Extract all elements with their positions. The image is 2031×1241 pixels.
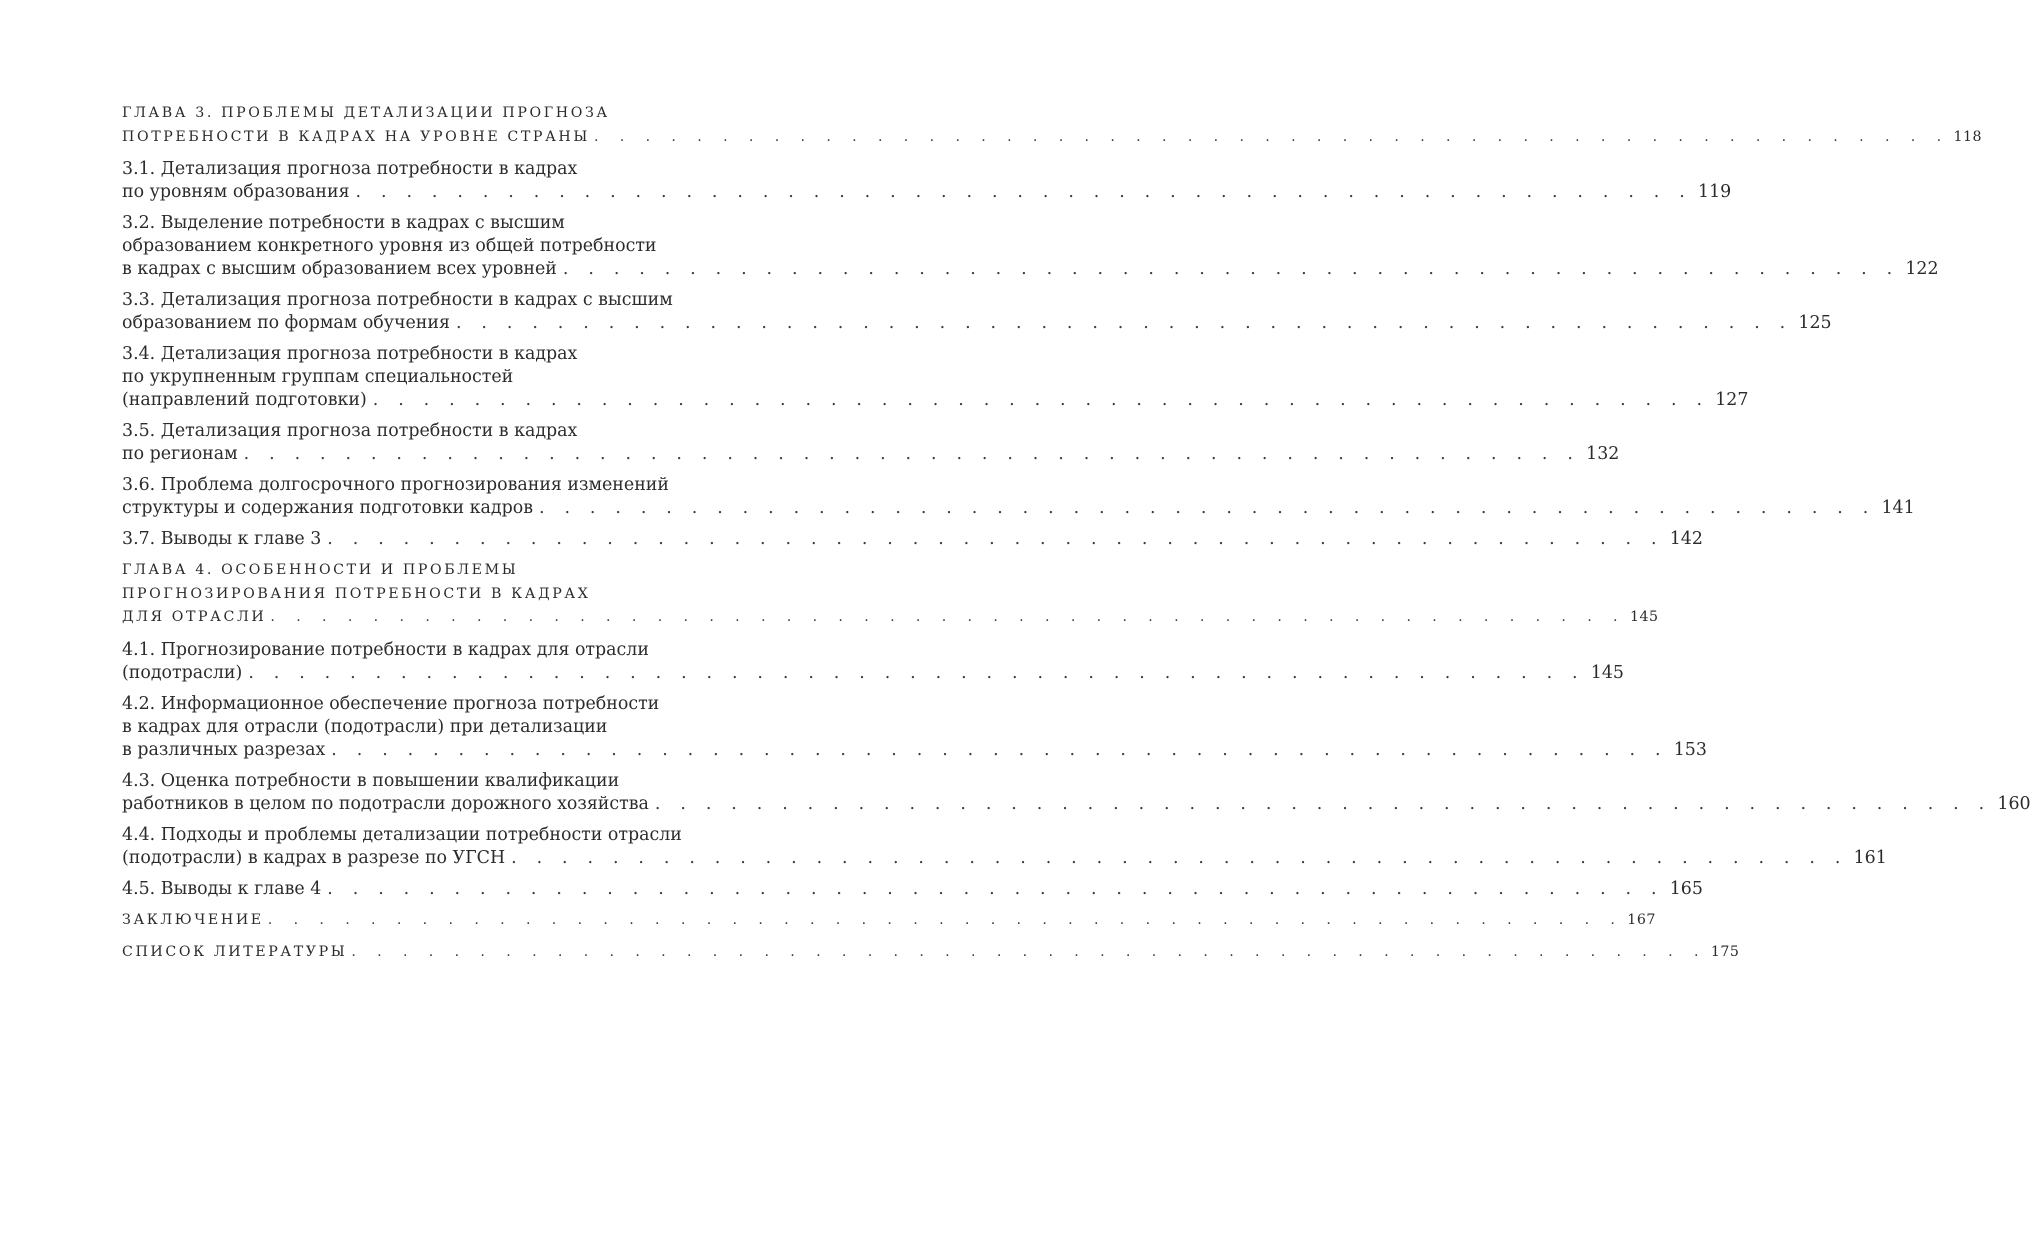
page-number: 119 — [1698, 182, 1732, 202]
toc-section-entry[interactable] — [122, 878, 1703, 901]
toc-section-entry[interactable] — [122, 212, 1939, 281]
toc-entry-title-line: 3.1. Детализация прогноза потребности в кадрах — [122, 159, 578, 179]
toc-section-entry[interactable] — [122, 343, 1749, 412]
toc-entry-last-line — [122, 739, 1707, 762]
dot-leader: . . . . . . . . . . . . . . . . . . . . . . . . . . . . . . . . . . . . . . . . . . . . . . . . . . . . . — [327, 529, 1664, 549]
toc-entry-title-line: (направлений подготовки) — [122, 390, 367, 410]
toc-entry-title-line: по укрупненным группам специальностей — [122, 367, 514, 387]
toc-entry-title-line: 4.4. Подходы и проблемы детализации потребности отрасли — [122, 824, 682, 845]
page-number: 142 — [1669, 529, 1703, 549]
toc-entry-last-line — [122, 181, 1732, 204]
toc-entry-last-line — [122, 443, 1620, 466]
toc-entry-title-line: по регионам — [122, 444, 238, 464]
toc-entry-title-line: 3.7. Выводы к главе 3 — [122, 529, 322, 549]
toc-entry-last-line — [122, 497, 1915, 520]
page-number: 160 — [1997, 793, 2031, 814]
toc-entry-title-line: в различных разрезах — [122, 739, 326, 760]
toc-entry-title-line: 3.2. Выделение потребности в кадрах с высшим — [122, 213, 565, 233]
dot-leader: . . . . . . . . . . . . . . . . . . . . . . . . . . . . . . . . . . . . . . . . . . . . . . . . . . . . . — [248, 662, 1585, 683]
toc-section-entry[interactable] — [122, 528, 1703, 551]
toc-chapter-entry[interactable] — [122, 559, 1659, 630]
toc-entry-title-line: 4.3. Оценка потребности в повышении квалификации — [122, 770, 620, 791]
toc-entry-title-line: ГЛАВА 4. ОСОБЕННОСТИ И ПРОБЛЕМЫ — [122, 562, 519, 578]
toc-chapter-entry[interactable] — [122, 941, 1740, 965]
toc-entry-title-line: СПИСОК ЛИТЕРАТУРЫ — [122, 944, 348, 960]
toc-entry-last-line — [122, 941, 1740, 965]
dot-leader: . . . . . . . . . . . . . . . . . . . . . . . . . . . . . . . . . . . . . . . . . . . . . . . . . . . . . — [243, 444, 1581, 464]
toc-entry-last-line — [122, 606, 1659, 630]
toc-chapter-entry[interactable] — [122, 909, 1656, 933]
page-number: 141 — [1881, 498, 1915, 518]
page-number: 125 — [1798, 313, 1832, 333]
dot-leader: . . . . . . . . . . . . . . . . . . . . . . . . . . . . . . . . . . . . . . . . . . . . . . . . . . . . . — [355, 182, 1692, 202]
page-number: 132 — [1586, 444, 1620, 464]
page-number: 145 — [1629, 609, 1659, 625]
toc-entry-title-line: (подотрасли) в кадрах в разрезе по УГСН — [122, 847, 506, 868]
toc-entry-title-line: (подотрасли) — [122, 662, 243, 683]
toc-entry-last-line — [122, 528, 1703, 551]
toc-entry-title-line: образованием по формам обучения — [122, 313, 450, 333]
dot-leader: . . . . . . . . . . . . . . . . . . . . . . . . . . . . . . . . . . . . . . . . . . . . . . . . . . . . . — [455, 313, 1793, 333]
toc-chapter-entry[interactable] — [122, 102, 1983, 149]
dot-leader: . . . . . . . . . . . . . . . . . . . . . . . . . . . . . . . . . . . . . . . . . . . . . . . . . . . . . — [331, 739, 1668, 760]
toc-entry-last-line — [122, 878, 1703, 901]
page-number: 175 — [1710, 944, 1740, 960]
toc-section-entry[interactable] — [122, 420, 1620, 466]
page-number: 161 — [1853, 847, 1887, 868]
toc-section-entry[interactable] — [122, 474, 1915, 520]
toc-entry-title-line: 3.5. Детализация прогноза потребности в кадрах — [122, 421, 578, 441]
dot-leader: . . . . . . . . . . . . . . . . . . . . . . . . . . . . . . . . . . . . . . . . . . . . . . . . . . . . . — [511, 847, 1848, 868]
table-of-contents — [122, 102, 2031, 974]
toc-section-entry[interactable] — [122, 289, 1832, 335]
toc-entry-title-line: ГЛАВА 3. ПРОБЛЕМЫ ДЕТАЛИЗАЦИИ ПРОГНОЗА — [122, 105, 610, 121]
toc-entry-last-line — [122, 793, 2031, 816]
dot-leader: . . . . . . . . . . . . . . . . . . . . . . . . . . . . . . . . . . . . . . . . . . . . . . . . . . . . . — [562, 259, 1900, 279]
toc-entry-title-line: 3.3. Детализация прогноза потребности в кадрах с высшим — [122, 290, 673, 310]
toc-entry-title-line: 4.5. Выводы к главе 4 — [122, 878, 322, 899]
toc-entry-title-line: ПОТРЕБНОСТИ В КАДРАХ НА УРОВНЕ СТРАНЫ — [122, 128, 590, 145]
toc-entry-last-line — [122, 312, 1832, 335]
page-number: 167 — [1627, 911, 1656, 928]
toc-entry-title-line: 3.4. Детализация прогноза потребности в кадрах — [122, 344, 578, 364]
page-number: 165 — [1669, 878, 1703, 899]
dot-leader: . . . . . . . . . . . . . . . . . . . . . . . . . . . . . . . . . . . . . . . . . . . . . . . . . . . . . — [372, 390, 1710, 410]
dot-leader: . . . . . . . . . . . . . . . . . . . . . . . . . . . . . . . . . . . . . . . . . . . . . . . . . . . . . — [654, 793, 1992, 814]
toc-section-entry[interactable] — [122, 639, 1624, 685]
page-number: 145 — [1590, 662, 1624, 683]
toc-entry-title-line: по уровням образования — [122, 182, 350, 202]
toc-entry-title-line: 4.2. Информационное обеспечение прогноза потребности — [122, 693, 660, 714]
toc-entry-title-line: 3.6. Проблема долгосрочного прогнозирования изменений — [122, 475, 669, 495]
dot-leader: . . . . . . . . . . . . . . . . . . . . . . . . . . . . . . . . . . . . . . . . . . . . . . . . . . . . . — [539, 498, 1876, 518]
page-number: 122 — [1905, 259, 1939, 279]
page-number: 127 — [1715, 390, 1749, 410]
toc-entry-last-line — [122, 662, 1624, 685]
toc-entry-last-line — [122, 126, 1983, 150]
toc-entry-last-line — [122, 389, 1749, 412]
toc-entry-last-line — [122, 909, 1656, 933]
toc-entry-title-line: 4.1. Прогнозирование потребности в кадрах для отрасли — [122, 639, 649, 660]
dot-leader: . . . . . . . . . . . . . . . . . . . . . . . . . . . . . . . . . . . . . . . . . . . . . . . . . . . . . — [270, 609, 1626, 625]
toc-section-entry[interactable] — [122, 770, 2031, 816]
page-number: 153 — [1673, 739, 1707, 760]
toc-entry-last-line — [122, 847, 1887, 870]
toc-entry-title-line: ДЛЯ ОТРАСЛИ — [122, 609, 267, 625]
toc-section-entry[interactable] — [122, 158, 1732, 204]
dot-leader: . . . . . . . . . . . . . . . . . . . . . . . . . . . . . . . . . . . . . . . . . . . . . . . . . . . . . — [593, 128, 1950, 145]
toc-section-entry[interactable] — [122, 693, 1707, 762]
toc-entry-title-line: структуры и содержания подготовки кадров — [122, 498, 534, 518]
dot-leader: . . . . . . . . . . . . . . . . . . . . . . . . . . . . . . . . . . . . . . . . . . . . . . . . . . . . . — [267, 911, 1624, 928]
toc-entry-title-line: в кадрах с высшим образованием всех уровней — [122, 259, 557, 279]
toc-entry-last-line — [122, 258, 1939, 281]
toc-entry-title-line: образованием конкретного уровня из общей потребности — [122, 236, 657, 256]
toc-entry-title-line: ПРОГНОЗИРОВАНИЯ ПОТРЕБНОСТИ В КАДРАХ — [122, 585, 591, 602]
toc-entry-title-line: работников в целом по подотрасли дорожного хозяйства — [122, 793, 649, 814]
page-number: 118 — [1953, 128, 1983, 145]
dot-leader: . . . . . . . . . . . . . . . . . . . . . . . . . . . . . . . . . . . . . . . . . . . . . . . . . . . . . — [327, 878, 1664, 899]
dot-leader: . . . . . . . . . . . . . . . . . . . . . . . . . . . . . . . . . . . . . . . . . . . . . . . . . . . . . — [351, 944, 1707, 960]
toc-entry-title-line: в кадрах для отрасли (подотрасли) при детализации — [122, 716, 608, 737]
toc-section-entry[interactable] — [122, 824, 1887, 870]
toc-entry-title-line: ЗАКЛЮЧЕНИЕ — [122, 911, 264, 928]
